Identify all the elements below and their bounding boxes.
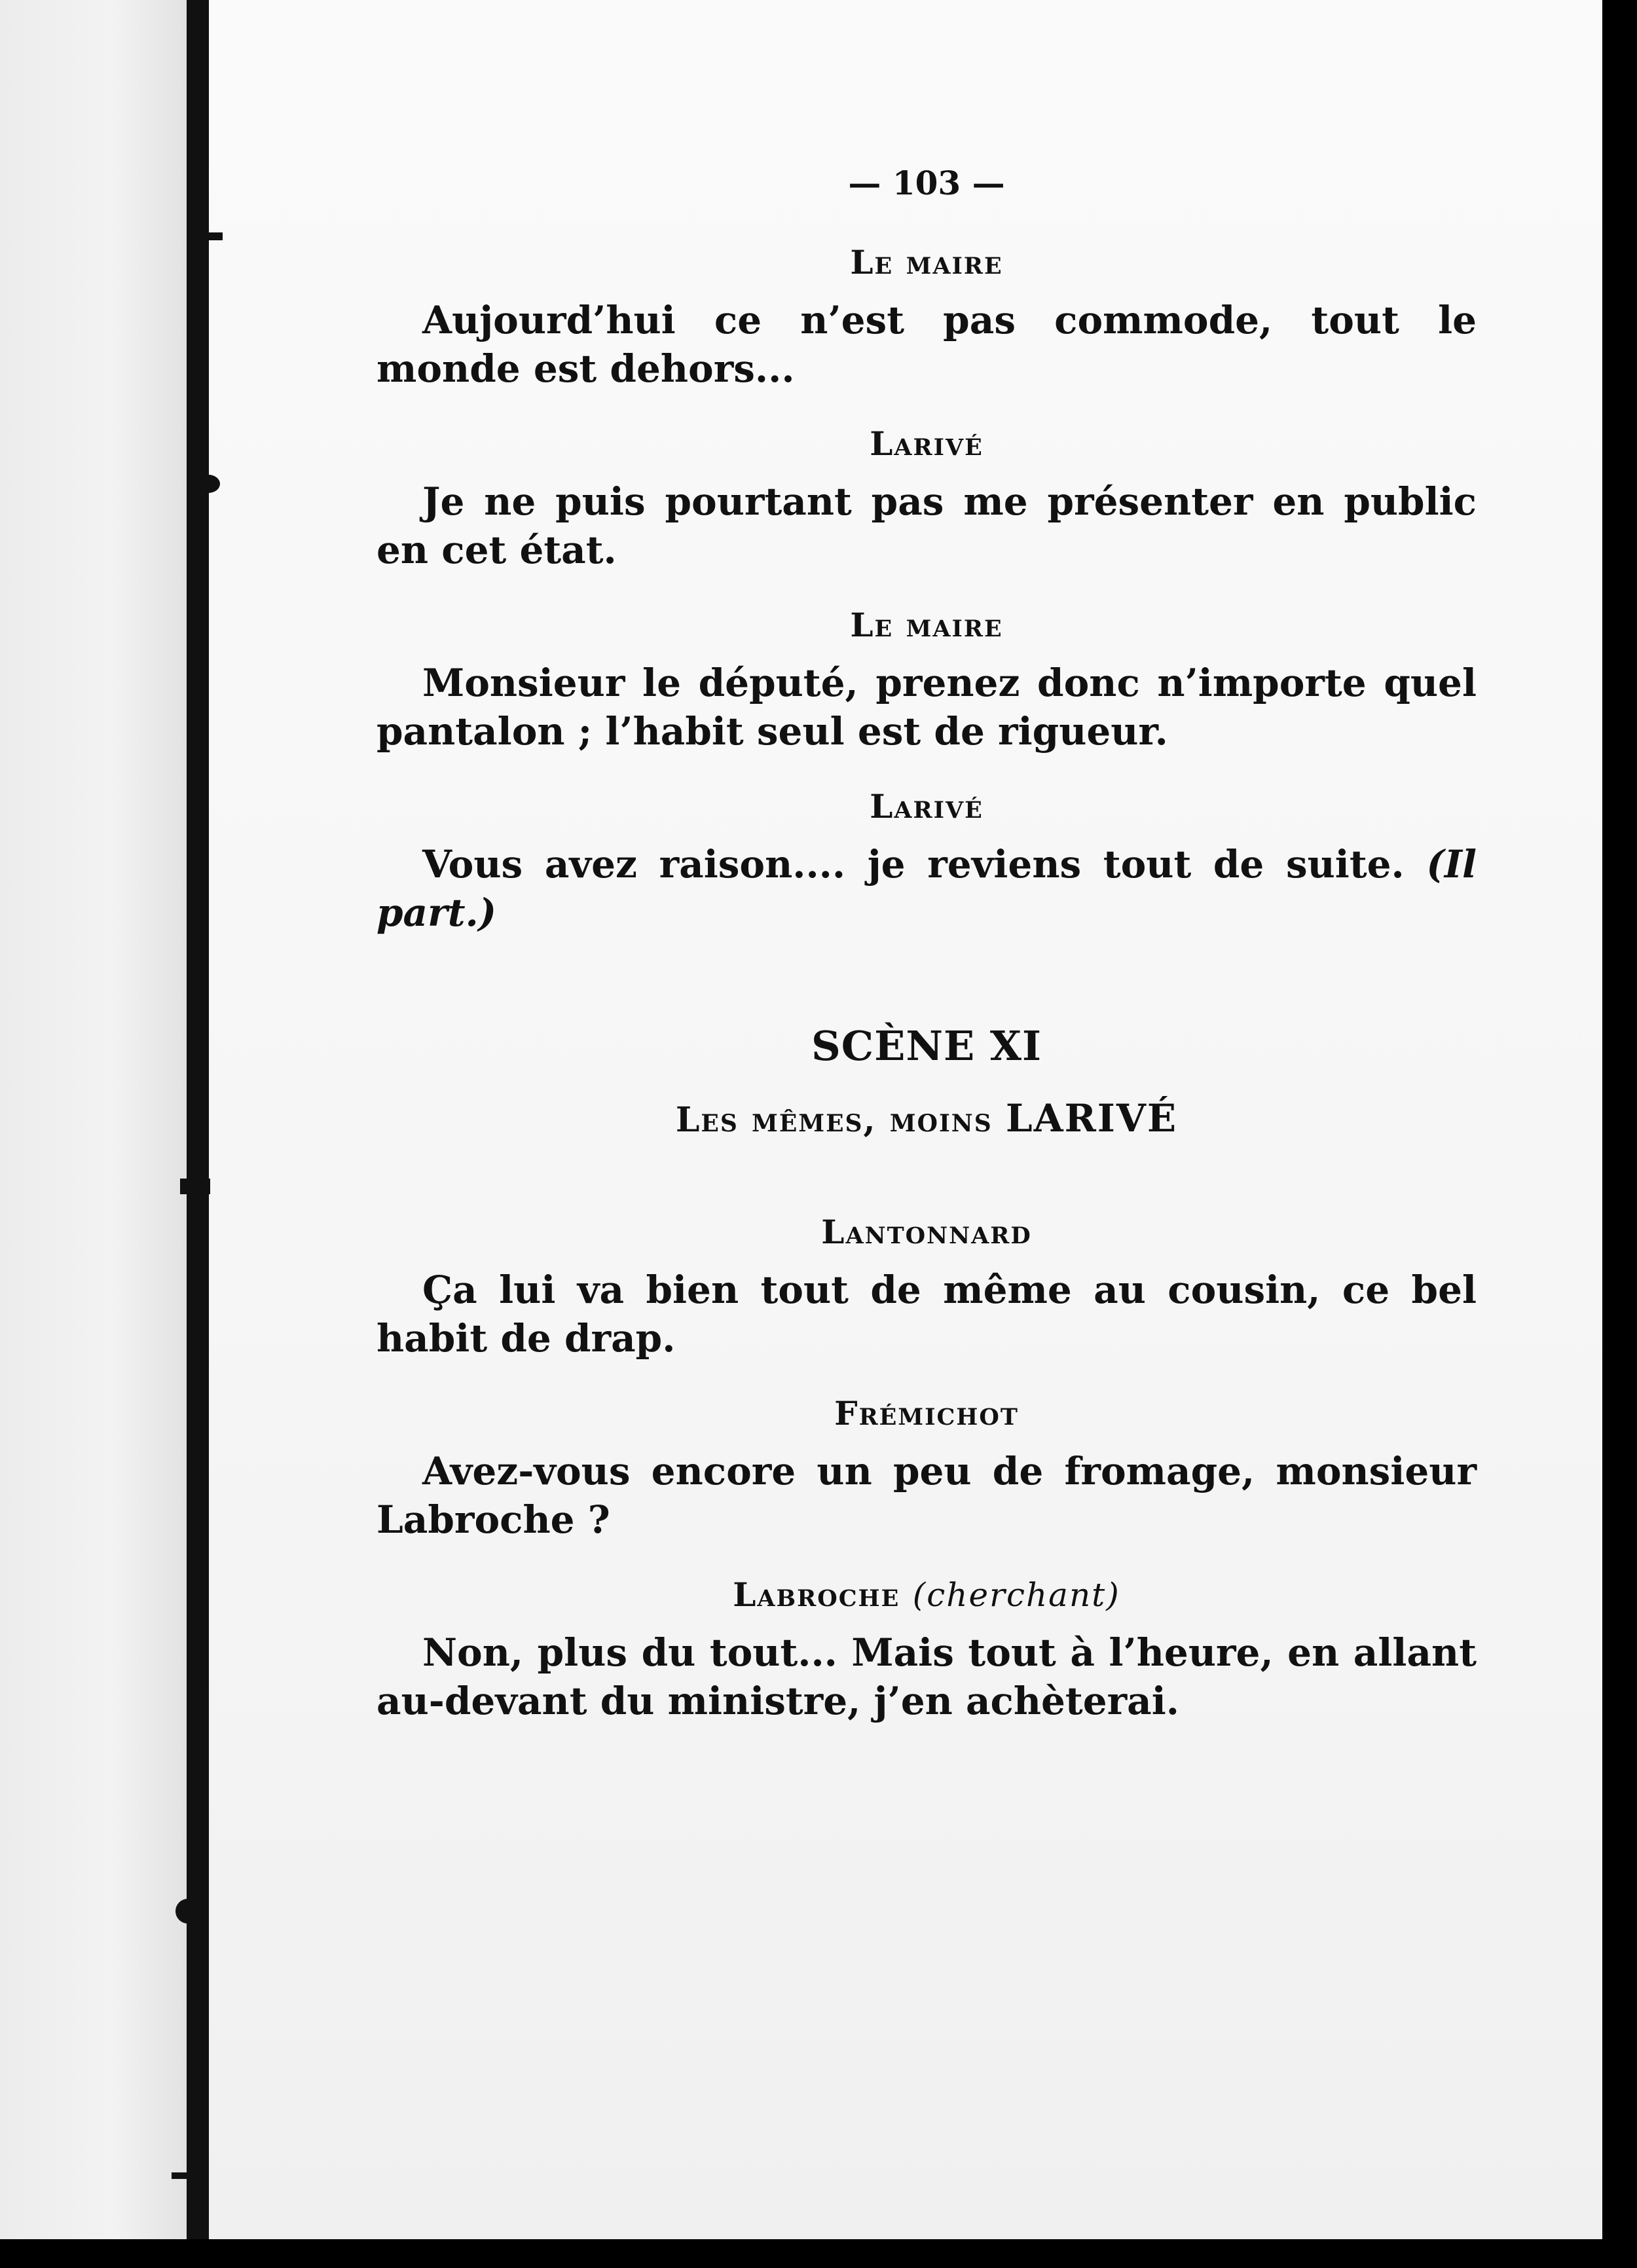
speech-block xyxy=(377,840,1477,937)
page-bottom-edge xyxy=(0,2239,1637,2268)
scene-subtitle xyxy=(377,1096,1477,1141)
binding-mark xyxy=(196,475,220,493)
speech-text: Ça lui va bien tout de même au cousin, ce bel habit de drap. xyxy=(377,1268,1477,1361)
page-number: — 103 — xyxy=(848,164,1005,202)
stage-direction: (cherchant) xyxy=(912,1576,1120,1614)
book-spine xyxy=(187,0,209,2268)
speech-text: Avez-vous encore un peu de fromage, monsieur Labroche ? xyxy=(377,1449,1477,1542)
binding-mark xyxy=(175,1899,200,1924)
speaker-name: Frémichot xyxy=(834,1394,1019,1433)
speaker-name: Larivé xyxy=(870,424,984,463)
scene-subtitle-name: LARIVÉ xyxy=(1005,1096,1178,1141)
speaker-name: Labroche xyxy=(733,1575,900,1614)
speaker-name: Larivé xyxy=(870,787,984,826)
speaker-name: Le maire xyxy=(850,243,1003,282)
speech-text: Monsieur le député, prenez donc n’importe quel pantalon ; l’habit seul est de rigueur. xyxy=(377,661,1477,754)
scene-title: SCÈNE XI xyxy=(811,1022,1042,1070)
binding-mark xyxy=(196,232,223,240)
left-margin xyxy=(0,0,187,2268)
stage-direction: (Il part.) xyxy=(377,842,1477,935)
binding-mark xyxy=(180,1179,210,1194)
scene-subtitle-prefix: Les mêmes, moins xyxy=(675,1100,993,1140)
speech-text: Non, plus du tout... Mais tout à l’heure, en allant au-devant du ministre, j’en achèterai. xyxy=(377,1630,1477,1723)
binding-mark xyxy=(172,2172,194,2179)
speaker-heading xyxy=(377,1575,1477,1614)
page-text xyxy=(377,164,1477,1757)
speech-text: Aujourd’hui ce n’est pas commode, tout le monde est dehors... xyxy=(377,298,1477,391)
speaker-name: Le maire xyxy=(850,606,1003,644)
speaker-name: Lantonnard xyxy=(821,1213,1032,1251)
page-right-edge xyxy=(1602,0,1637,2268)
speech-text: Vous avez raison.... je reviens tout de suite. xyxy=(422,842,1405,887)
speech-text: Je ne puis pourtant pas me présenter en public en cet état. xyxy=(377,479,1477,572)
